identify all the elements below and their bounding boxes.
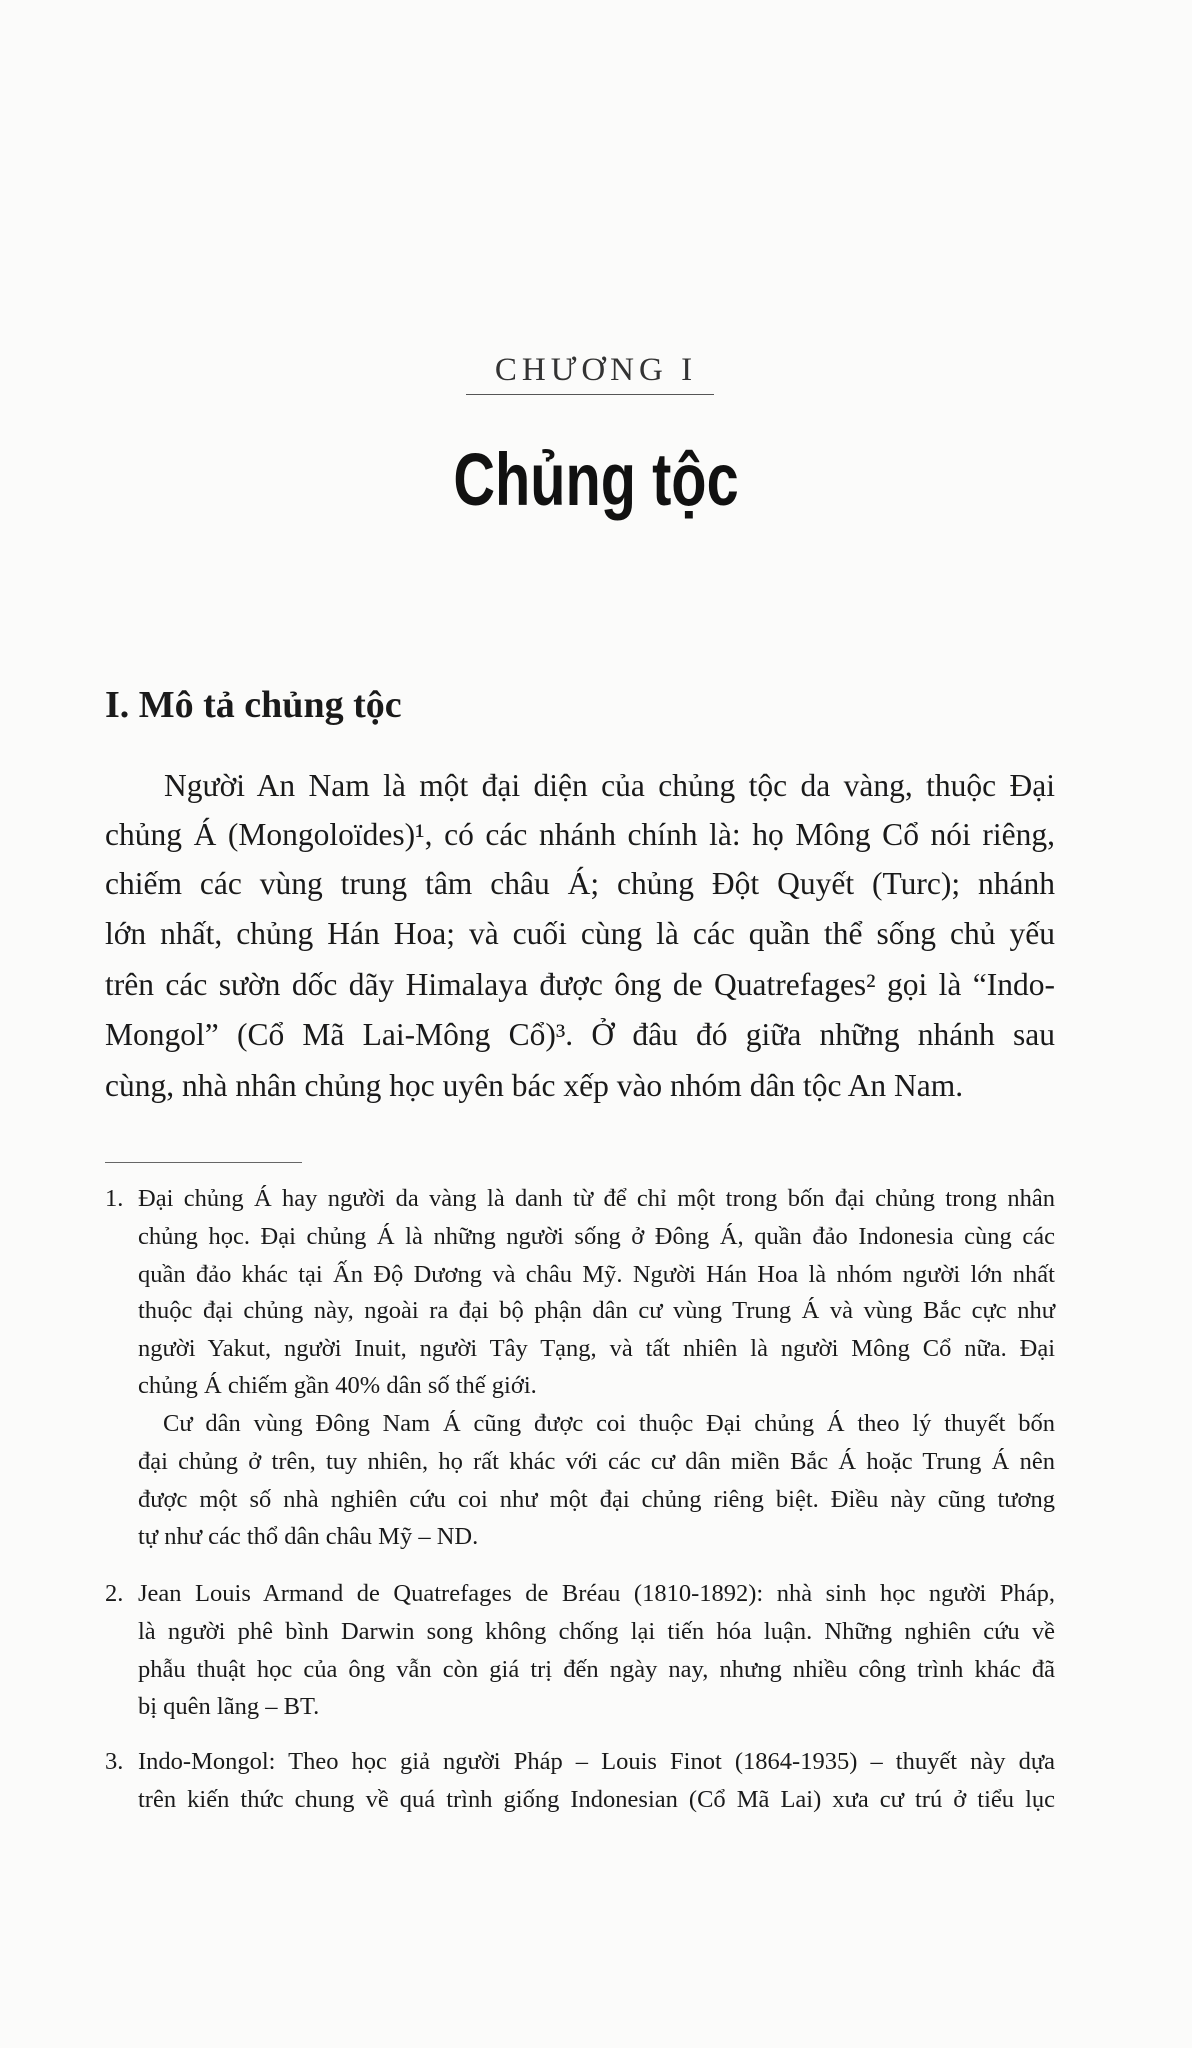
body-line: trên các sườn dốc dãy Himalaya được ông de Quatrefages² gọi là “Indo- <box>105 967 1055 1002</box>
body-line: cùng, nhà nhân chủng học uyên bác xếp vào nhóm dân tộc An Nam. <box>105 1068 964 1103</box>
footnote-line: phẫu thuật học của ông vẫn còn giá trị đến ngày nay, nhưng nhiều công trình khác đã <box>138 1656 1055 1683</box>
footnote-line: chủng Á chiếm gần 40% dân số thế giới. <box>138 1372 537 1399</box>
footnote-line: Jean Louis Armand de Quatrefages de Bréau (1810-1892): nhà sinh học người Pháp, <box>138 1580 1055 1607</box>
footnote-number: 2. <box>105 1580 124 1607</box>
footnote-line: tự như các thổ dân châu Mỹ – ND. <box>138 1523 479 1550</box>
body-line: Người An Nam là một đại diện của chủng tộc da vàng, thuộc Đại <box>164 768 1055 803</box>
body-line: chiếm các vùng trung tâm châu Á; chủng Đột Quyết (Turc); nhánh <box>105 866 1055 901</box>
footnote-line: Indo-Mongol: Theo học giả người Pháp – Louis Finot (1864-1935) – thuyết này dựa <box>138 1748 1055 1775</box>
footnote-line: là người phê bình Darwin song không chống lại tiến hóa luận. Những nghiên cứu về <box>138 1618 1055 1645</box>
footnote-line: người Yakut, người Inuit, người Tây Tạng, và tất nhiên là người Mông Cổ nữa. Đại <box>138 1335 1055 1362</box>
footnote-line: trên kiến thức chung về quá trình giống Indonesian (Cổ Mã Lai) xưa cư trú ở tiểu lục <box>138 1786 1055 1813</box>
body-line: lớn nhất, chủng Hán Hoa; và cuối cùng là các quần thể sống chủ yếu <box>105 916 1055 951</box>
chapter-underline <box>466 394 714 395</box>
chapter-label: CHƯƠNG I <box>494 352 698 388</box>
footnote-line: bị quên lãng – BT. <box>138 1693 320 1720</box>
footnote-line: Đại chủng Á hay người da vàng là danh từ để chỉ một trong bốn đại chủng trong nhân <box>138 1185 1055 1212</box>
footnote-line: thuộc đại chủng này, ngoài ra đại bộ phận dân cư vùng Trung Á và vùng Bắc cực như <box>138 1297 1055 1324</box>
footnote-line: đại chủng ở trên, tuy nhiên, họ rất khác với các cư dân miền Bắc Á hoặc Trung Á nên <box>138 1448 1055 1475</box>
footnote-line: được một số nhà nghiên cứu coi như một đại chủng riêng biệt. Điều này cũng tương <box>138 1486 1055 1513</box>
footnote-separator <box>105 1162 302 1163</box>
section-heading: I. Mô tả chủng tộc <box>105 684 402 726</box>
footnote-line: chủng học. Đại chủng Á là những người sống ở Đông Á, quần đảo Indonesia cùng các <box>138 1223 1055 1250</box>
footnote-number: 3. <box>105 1748 124 1775</box>
footnote-line: Cư dân vùng Đông Nam Á cũng được coi thuộc Đại chủng Á theo lý thuyết bốn <box>163 1410 1055 1437</box>
chapter-title: Chủng tộc <box>453 438 739 521</box>
body-line: Mongol” (Cổ Mã Lai-Mông Cổ)³. Ở đâu đó giữa những nhánh sau <box>105 1017 1055 1052</box>
footnote-number: 1. <box>105 1185 124 1212</box>
body-line: chủng Á (Mongoloïdes)¹, có các nhánh chính là: họ Mông Cổ nói riêng, <box>105 817 1055 852</box>
footnote-line: quần đảo khác tại Ấn Độ Dương và châu Mỹ. Người Hán Hoa là nhóm người lớn nhất <box>138 1261 1055 1288</box>
